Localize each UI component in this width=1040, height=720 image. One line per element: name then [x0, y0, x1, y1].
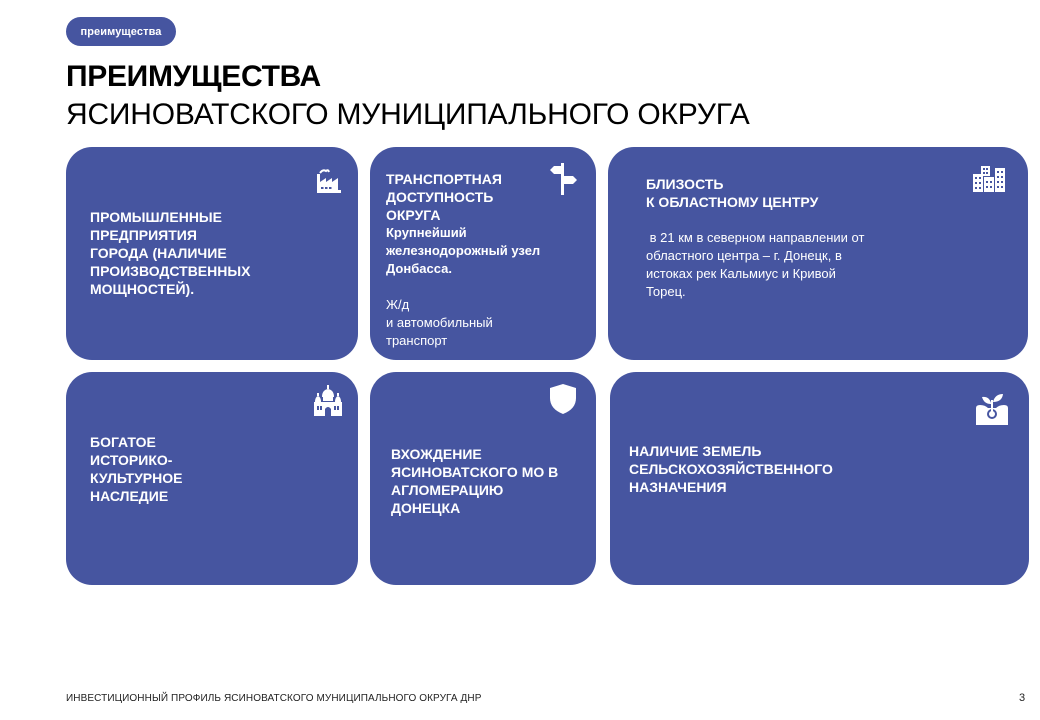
- card-heritage: [66, 372, 358, 585]
- page-number: 3: [1019, 692, 1026, 704]
- church-icon: [313, 385, 343, 417]
- card-body-line: истоках рек Кальмиус и Кривой: [646, 266, 836, 281]
- card-agglomeration: [370, 372, 596, 585]
- card-line: КУЛЬТУРНОЕ: [90, 470, 183, 486]
- card-proximity: [608, 147, 1028, 360]
- factory-icon: [314, 168, 342, 194]
- card-heading-line: ТРАНСПОРТНАЯ: [386, 171, 502, 187]
- section-tag: преимущества: [66, 17, 176, 46]
- card-line: НАСЛЕДИЕ: [90, 488, 169, 504]
- card-line: ИСТОРИКО-: [90, 452, 173, 468]
- card-subheading-line: железнодорожный узел: [386, 243, 541, 258]
- card-heading-line: ОКРУГА: [386, 207, 441, 223]
- card-line: МОЩНОСТЕЙ).: [90, 281, 195, 297]
- card-industry: [66, 147, 358, 360]
- card-body-line: транспорт: [386, 333, 448, 348]
- page-title: ПРЕИМУЩЕСТВА: [66, 60, 321, 93]
- card-agricultural-land: [610, 372, 1029, 585]
- card-subheading-line: Донбасса.: [386, 261, 452, 276]
- card-body-line: Торец.: [646, 284, 686, 299]
- card-line: ПРОИЗВОДСТВЕННЫХ: [90, 263, 251, 279]
- card-heading-line: БЛИЗОСТЬ: [646, 176, 724, 192]
- card-body-line: Ж/д: [386, 297, 410, 312]
- card-line: СЕЛЬСКОХОЗЯЙСТВЕННОГО: [629, 461, 833, 477]
- card-line: НАЗНАЧЕНИЯ: [629, 479, 727, 495]
- footer-text: ИНВЕСТИЦИОННЫЙ ПРОФИЛЬ ЯСИНОВАТСКОГО МУНИЦИПАЛЬНОГО ОКРУГА ДНР: [66, 693, 482, 704]
- card-line: БОГАТОЕ: [90, 434, 156, 450]
- page-subtitle: ЯСИНОВАТСКОГО МУНИЦИПАЛЬНОГО ОКРУГА: [66, 98, 750, 131]
- card-body-line: областного центра – г. Донецк, в: [646, 248, 842, 263]
- card-line: ПРЕДПРИЯТИЯ: [90, 227, 197, 243]
- sprout-icon: [974, 392, 1010, 426]
- card-line: ДОНЕЦКА: [391, 500, 461, 516]
- card-transport: [370, 147, 596, 360]
- buildings-icon: [972, 164, 1006, 192]
- card-body-line: и автомобильный: [386, 315, 493, 330]
- card-line: ГОРОДА (НАЛИЧИЕ: [90, 245, 227, 261]
- card-line: ВХОЖДЕНИЕ: [391, 446, 482, 462]
- card-line: АГЛОМЕРАЦИЮ: [391, 482, 504, 498]
- signpost-icon: [547, 162, 579, 196]
- card-line: ЯСИНОВАТСКОГО МО В: [391, 464, 559, 480]
- card-subheading-line: Крупнейший: [386, 225, 467, 240]
- card-body-line: в 21 км в северном направлении от: [646, 230, 865, 245]
- card-heading-line: ДОСТУПНОСТЬ: [386, 189, 494, 205]
- card-heading-line: К ОБЛАСТНОМУ ЦЕНТРУ: [646, 194, 819, 210]
- card-line: НАЛИЧИЕ ЗЕМЕЛЬ: [629, 443, 762, 459]
- shield-icon: [548, 383, 578, 415]
- card-line: ПРОМЫШЛЕННЫЕ: [90, 209, 222, 225]
